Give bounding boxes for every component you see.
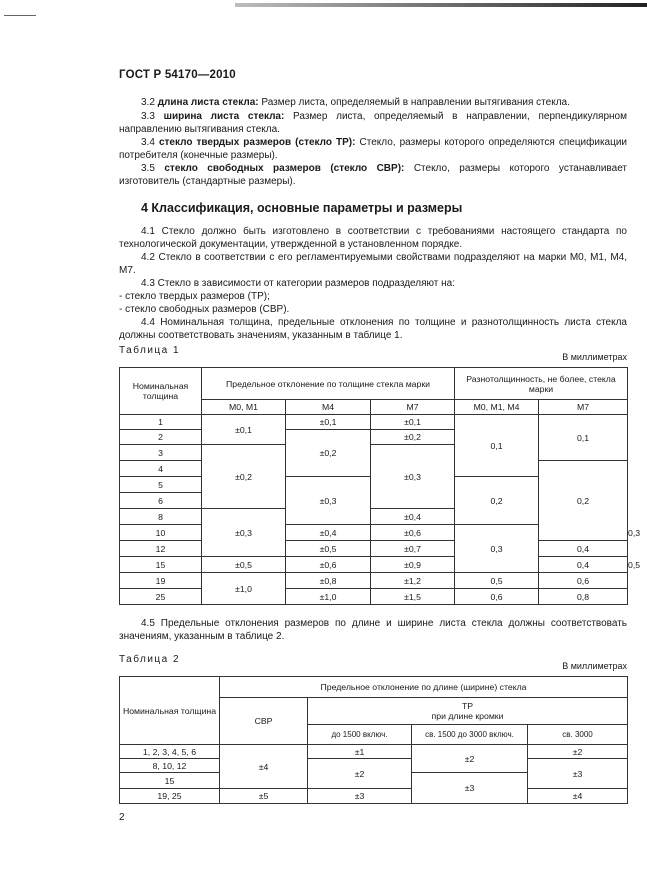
deviation-cell: ±0,1 [202,415,286,445]
table-2-units: В миллиметрах [562,661,627,671]
section-title: 4 Классификация, основные параметры и размеры [141,201,463,215]
tr-cell: ±1 [308,745,412,759]
variation-cell: 0,2 [539,461,628,541]
tr-cell: ±3 [528,759,628,789]
header-edge-length: св. 3000 [528,725,628,745]
deviation-cell: ±0,8 [286,573,371,589]
thickness-cell: 8, 10, 12 [120,759,220,773]
header-edge-length: св. 1500 до 3000 включ. [412,725,528,745]
header-edge-length: до 1500 включ. [308,725,412,745]
deviation-cell: ±0,1 [286,415,371,430]
svr-cell: ±4 [220,745,308,789]
deviation-cell: ±0,2 [202,445,286,509]
thickness-cell: 1, 2, 3, 4, 5, 6 [120,745,220,759]
variation-cell: 0,4 [539,541,628,557]
header-tr-label: ТР [461,701,474,711]
deviation-cell: ±0,3 [202,509,286,557]
header-thickness-deviation: Предельное отклонение по толщине стекла марки [202,368,455,400]
thickness-cell: 15 [120,557,202,573]
thickness-cell: 2 [120,430,202,445]
variation-cell: 0,6 [539,573,628,589]
deviation-cell: ±0,4 [286,525,371,541]
deviation-cell: ±0,1 [371,415,455,430]
tr-cell: ±3 [412,773,528,804]
definition-number: 3.2 [141,97,155,108]
header-tr [308,698,628,725]
header-svr: СВР [220,698,308,745]
table-1: Номинальная толщина Предельное отклонение по толщине стекла марки Разнотолщинность, не более, стекла марки М0, М1 М4 М7 М0, М1, М4 М7 1 ±0,1 ±0,1 ±0,1 0,1 0,1 2 ±0,2 ±0,2 3 ±0,2 ±0,3 4 0,2 5 ±0,3 0,2 6 8 ±0,3 ±0,4 10 ±0,4 ±0,6 0,3 0,3 12 ±0,5 ±0,7 0,4 15 ±0,5 ±0,6 ±0,9 0,4 0,5 19 ±1,0 ±0,8 ±1,2 0,5 0,6 25 ±1,0 ±1,5 0,6 0,8 [119,367,628,605]
paragraph-4-1: 4.1 Стекло должно быть изготовлено в соответствии с требованиями настоящего стандарта по технологической документации, утвержденной в установленном порядке. [119,226,627,250]
deviation-cell: ±0,5 [286,541,371,557]
thickness-cell: 25 [120,589,202,605]
table-1-caption: Таблица 1 [119,345,181,356]
variation-cell: 0,2 [455,477,539,525]
deviation-cell: ±1,0 [202,573,286,605]
paragraph-4-5: 4.5 Предельные отклонения размеров по длине и ширине листа стекла должны соответствовать значениям, указанным в таблице 2. [119,618,627,642]
header-tr-sublabel: при длине кромки [431,711,504,721]
definition-number: 3.3 [141,111,155,122]
definition-number: 3.4 [141,137,155,148]
header-grade: М0, М1, М4 [455,400,539,415]
variation-cell: 0,1 [539,415,628,461]
header-nominal-thickness: Номинальная толщина [120,368,202,415]
variation-cell: 0,8 [539,589,628,605]
thickness-cell: 12 [120,541,202,557]
deviation-cell: ±1,5 [371,589,455,605]
deviation-cell: ±0,6 [371,525,455,541]
paragraph-4-2: 4.2 Стекло в соответствии с его регламентируемыми свойствами подразделяют на марки М0, М1, М4, М7. [119,252,627,276]
scan-edge-shadow [235,3,647,7]
definition-3-2 [119,96,627,109]
definition-3-4 [119,136,627,162]
header-grade: М7 [371,400,455,415]
deviation-cell: ±0,3 [371,445,455,509]
thickness-cell: 19, 25 [120,789,220,804]
header-size-deviation: Предельное отклонение по длине (ширине) стекла [220,677,628,698]
deviation-cell: ±0,5 [202,557,286,573]
svr-cell: ±5 [220,789,308,804]
thickness-cell: 1 [120,415,202,430]
variation-cell: 0,6 [455,589,539,605]
list-item-tr: - стекло твердых размеров (ТР); [119,291,270,302]
scan-mark [4,15,36,16]
table-2 [119,676,628,804]
definition-text: Размер листа, определяемый в направлении, перпендикулярном направлению вытягивания стекла. [119,111,627,135]
variation-cell: 0,5 [455,573,539,589]
variation-cell: 0,1 [455,415,539,477]
definition-text: Размер листа, определяемый в направлении вытягивания стекла. [258,97,570,108]
header-nominal-thickness: Номинальная толщина [120,677,220,745]
thickness-cell: 3 [120,445,202,461]
variation-cell: 0,4 [539,557,628,573]
deviation-cell: ±0,3 [286,477,371,525]
paragraph-4-3: 4.3 Стекло в зависимости от категории размеров подразделяют на: [141,278,456,289]
deviation-cell: ±0,4 [371,509,455,525]
definition-3-5 [119,162,627,188]
deviation-cell: ±0,2 [286,430,371,477]
list-item-svr: - стекло свободных размеров (СВР). [119,304,290,315]
header-grade: М7 [539,400,628,415]
thickness-cell: 5 [120,477,202,493]
thickness-cell: 19 [120,573,202,589]
header-grade: М0, М1 [202,400,286,415]
deviation-cell: ±0,7 [371,541,455,557]
definition-text: Стекло, размеры которого определяются спецификации потребителя (конечные размеры). [119,137,627,161]
tr-cell: ±2 [308,759,412,789]
thickness-cell: 4 [120,461,202,477]
definition-number: 3.5 [141,163,155,174]
table-1-units: В миллиметрах [562,352,627,362]
paragraph-4-4: 4.4 Номинальная толщина, предельные отклонения по толщине и разнотолщинность листа стекла должны соответствовать значениям, указанным в таблице 1. [119,317,627,341]
tr-cell: ±4 [528,789,628,804]
tr-cell: ±3 [308,789,412,804]
deviation-cell: ±0,2 [371,430,455,445]
deviation-cell: ±1,0 [286,589,371,605]
deviation-cell: ±1,2 [371,573,455,589]
deviation-cell: ±0,6 [286,557,371,573]
page-number: 2 [119,812,125,823]
header-grade: М4 [286,400,371,415]
thickness-cell: 10 [120,525,202,541]
thickness-cell: 8 [120,509,202,525]
header-thickness-variation: Разнотолщинность, не более, стекла марки [455,368,628,400]
definition-term: длина листа стекла: [157,97,259,108]
definition-term: ширина листа стекла: [163,111,285,122]
thickness-cell: 15 [120,773,220,789]
variation-cell: 0,3 [455,525,539,573]
definition-3-3 [119,110,627,136]
standard-header: ГОСТ Р 54170—2010 [119,69,236,81]
definition-text: Стекло, размеры которого устанавливает изготовитель (стандартные размеры). [119,163,628,187]
definition-term: стекло твердых размеров (стекло ТР): [158,137,356,148]
tr-cell: ±2 [528,745,628,759]
thickness-cell: 6 [120,493,202,509]
deviation-cell: ±0,9 [371,557,455,573]
definition-term: стекло свободных размеров (стекло СВР): [164,163,405,174]
table-2-caption: Таблица 2 [119,654,181,665]
tr-cell: ±2 [412,745,528,773]
